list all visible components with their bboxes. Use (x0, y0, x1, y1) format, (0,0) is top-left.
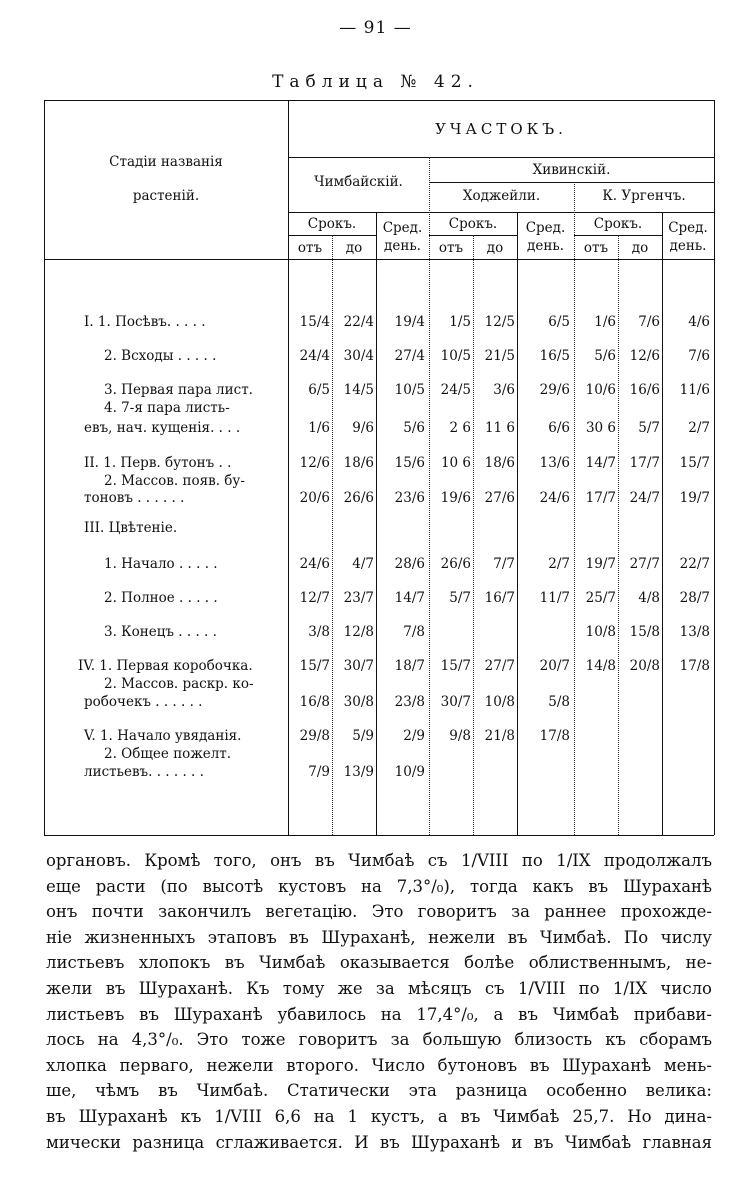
row-label: V. 1. Начало увяданія. (84, 728, 242, 744)
table-cell: 18/7 (394, 658, 425, 674)
table-cell: 22/7 (679, 556, 710, 572)
table-cell: 23/6 (394, 490, 425, 506)
row-label: 2. Общее пожелт. (104, 746, 232, 762)
table-cell: 14/5 (343, 382, 374, 398)
table-cell: 2/7 (548, 556, 570, 572)
table-cell: 5/6 (594, 348, 616, 364)
table-cell: 27/7 (629, 556, 660, 572)
table-cell: 21/5 (484, 348, 515, 364)
table-cell: 16/8 (299, 694, 330, 710)
urgench-header: К. Ургенчъ. (602, 188, 686, 204)
row-label: 4. 7-я пара листь- (104, 400, 230, 416)
table-cell: 30/7 (440, 694, 471, 710)
table-cell: 7/6 (688, 348, 710, 364)
table-cell: 17/7 (585, 490, 616, 506)
table-cell: 6/5 (548, 314, 570, 330)
table-bottom-rule (44, 835, 714, 836)
table-cell: 24/5 (440, 382, 471, 398)
body-line: органовъ. Кромѣ того, онъ въ Чимбаѣ съ 1/VIII по 1/IX продолжалъ (46, 851, 712, 870)
table-cell: 2/9 (403, 728, 425, 744)
table-cell: 7/7 (493, 556, 515, 572)
table-cell: 10/5 (394, 382, 425, 398)
table-cell: 6/5 (308, 382, 330, 398)
table-cell: 5/7 (638, 420, 660, 436)
table-cell: 6/6 (548, 420, 570, 436)
table-cell: 24/6 (299, 556, 330, 572)
table-cell: 14/7 (585, 455, 616, 471)
table-cell: 5/8 (548, 694, 570, 710)
body-line: мически разница сглаживается. И въ Шураханѣ и въ Чимбаѣ главная (46, 1132, 712, 1152)
row-label: 3. Конецъ . . . . . (104, 624, 217, 640)
stage-header-2: растеній. (132, 188, 200, 204)
table-top-rule (44, 100, 714, 101)
sred-header-2b: день. (527, 238, 564, 254)
table-cell: 20/8 (629, 658, 660, 674)
row-label: робочекъ . . . . . . (84, 694, 203, 710)
table-cell: 10 6 (440, 455, 471, 471)
sred-header-2a: Сред. (525, 220, 566, 236)
table-cell: 7/8 (403, 624, 425, 640)
table-cell: 2/7 (688, 420, 710, 436)
table-cell: 27/6 (484, 490, 515, 506)
table-cell: 20/7 (539, 658, 570, 674)
table-cell: 30/4 (343, 348, 374, 364)
table-cell: 1/5 (449, 314, 471, 330)
body-line: жели въ Шураханѣ. Къ тому же за мѣсяцъ съ 1/VIII по 1/IX число (46, 978, 712, 998)
table-cell: 9/8 (449, 728, 471, 744)
body-line: въ Шураханѣ къ 1/VIII 6,6 на 1 кустъ, а въ Чимбаѣ 25,7. Но дина- (46, 1106, 712, 1126)
table-cell: 19/7 (585, 556, 616, 572)
sred-header-1b: день. (384, 238, 421, 254)
table-cell: 5/7 (449, 590, 471, 606)
table-cell: 29/8 (299, 728, 330, 744)
table-cell: 2 6 (449, 420, 471, 436)
table-cell: 25/7 (585, 590, 616, 606)
srok-header-2: Срокъ. (448, 216, 498, 232)
body-line: хлопка перваго, нежели второго. Число бутоновъ въ Шураханѣ мень- (46, 1055, 712, 1075)
body-line: листьевъ въ Шураханѣ убавилось на 17,4°/₀, а въ Чимбаѣ прибави- (46, 1004, 712, 1024)
table-cell: 15/7 (679, 455, 710, 471)
page-number: — 91 — (339, 18, 412, 38)
row-label: 2. Массов. раскр. ко- (104, 676, 254, 692)
district-rule (288, 212, 714, 213)
table-cell: 19/6 (440, 490, 471, 506)
srok-header-3: Срокъ. (593, 216, 643, 232)
table-cell: 28/6 (394, 556, 425, 572)
table-cell: 15/4 (299, 314, 330, 330)
table-title: Таблица № 42. (272, 72, 479, 92)
body-line: онъ почти закончилъ вегетацію. Это говоритъ за раннее прохожде- (46, 902, 712, 922)
col-rule-7 (618, 235, 619, 835)
table-cell: 3/8 (308, 624, 330, 640)
table-cell: 3/6 (493, 382, 515, 398)
do-header-2: до (486, 240, 504, 256)
table-cell: 11/6 (679, 382, 710, 398)
table-cell: 4/6 (688, 314, 710, 330)
table-cell: 1/6 (594, 314, 616, 330)
row-label: 3. Первая пара лист. (104, 382, 253, 398)
body-line: лось на 4,3°/₀. Это тоже говоритъ за большую близость къ сборамъ (46, 1030, 712, 1050)
khiva-rule (429, 182, 714, 183)
row-label: 2. Массов. появ. бу- (104, 473, 245, 489)
table-cell: 19/7 (679, 490, 710, 506)
sred-header-3b: день. (669, 238, 707, 254)
table-cell: 23/7 (343, 590, 374, 606)
row-label: III. Цвѣтеніе. (84, 520, 178, 536)
table-cell: 10/9 (394, 764, 425, 780)
table-cell: 14/8 (585, 658, 616, 674)
sred-header-1a: Сред. (382, 220, 423, 236)
table-left-rule (44, 100, 45, 835)
body-line: ніе жизненныхъ этаповъ въ Шураханѣ, нежели въ Чимбаѣ. По числу (46, 927, 712, 947)
table-cell: 24/4 (299, 348, 330, 364)
khodzheili-header: Ходжейли. (462, 188, 541, 204)
table-cell: 26/6 (440, 556, 471, 572)
table-cell: 23/8 (394, 694, 425, 710)
row-label: 2. Полное . . . . . (104, 590, 218, 606)
col-rule-1 (332, 235, 333, 835)
body-paragraph (46, 848, 712, 1155)
table-cell: 19/4 (394, 314, 425, 330)
header-bottom-rule (44, 259, 714, 260)
table-cell: 18/6 (484, 455, 515, 471)
table-cell: 15/8 (629, 624, 660, 640)
table-cell: 22/4 (343, 314, 374, 330)
table-cell: 4/7 (352, 556, 374, 572)
row-label: 1. Начало . . . . . (104, 556, 218, 572)
table-cell: 10/5 (440, 348, 471, 364)
ot-header-1: отъ (297, 240, 323, 256)
table-cell: 13/9 (343, 764, 374, 780)
table-cell: 17/8 (679, 658, 710, 674)
row-label: евъ, нач. кущенія. . . . (84, 420, 241, 436)
table-cell: 13/6 (539, 455, 570, 471)
sred-header-3a: Сред. (668, 220, 708, 236)
ot-header-2: отъ (438, 240, 464, 256)
table-cell: 10/8 (484, 694, 515, 710)
body-line: ше, чѣмъ въ Чимбаѣ. Статически эта разница особенно велика: (46, 1081, 712, 1101)
table-cell: 1/6 (308, 420, 330, 436)
table-cell: 18/6 (343, 455, 374, 471)
row-label: листьевъ. . . . . . . (84, 764, 204, 780)
table-cell: 10/6 (585, 382, 616, 398)
table-cell: 11/7 (539, 590, 570, 606)
table-cell: 5/9 (352, 728, 374, 744)
table-cell: 12/7 (299, 590, 330, 606)
table-cell: 15/6 (394, 455, 425, 471)
col-rule-6 (574, 182, 575, 835)
table-cell: 17/8 (539, 728, 570, 744)
data-table (44, 100, 714, 835)
table-cell: 12/6 (299, 455, 330, 471)
table-cell: 14/7 (394, 590, 425, 606)
khiva-header: Хивинскій. (532, 162, 611, 178)
table-cell: 11 6 (484, 420, 515, 436)
col-rule-3 (429, 157, 430, 835)
table-cell: 30/7 (343, 658, 374, 674)
row-label: IV. 1. Первая коробочка. (78, 658, 253, 674)
table-cell: 12/5 (484, 314, 515, 330)
table-cell: 30 6 (585, 420, 616, 436)
col-rule-2 (376, 212, 377, 835)
table-cell: 9/6 (352, 420, 374, 436)
do-header-1: до (345, 240, 363, 256)
table-cell: 15/7 (440, 658, 471, 674)
table-cell: 21/8 (484, 728, 515, 744)
col-rule-5 (517, 212, 518, 835)
col-rule-4 (473, 235, 474, 835)
table-cell: 16/6 (629, 382, 660, 398)
ot-header-3: отъ (583, 240, 609, 256)
body-line: листьевъ хлопокъ въ Чимбаѣ оказывается болѣе облиственнымъ, не- (46, 953, 712, 973)
table-cell: 7/6 (638, 314, 660, 330)
row-label: 2. Всходы . . . . . (104, 348, 217, 364)
col-rule-8 (662, 212, 663, 835)
uchastok-header: УЧАСТОКЪ. (435, 120, 567, 138)
srok-header-1: Срокъ. (307, 216, 357, 232)
table-cell: 24/7 (629, 490, 660, 506)
do-header-3: до (631, 240, 649, 256)
stage-header-1: Стадіи названія (109, 154, 223, 170)
table-cell: 24/6 (539, 490, 570, 506)
table-cell: 12/6 (629, 348, 660, 364)
table-cell: 7/9 (308, 764, 330, 780)
table-cell: 13/8 (679, 624, 710, 640)
table-cell: 27/7 (484, 658, 515, 674)
table-cell: 15/7 (299, 658, 330, 674)
table-cell: 10/8 (585, 624, 616, 640)
table-right-rule (714, 100, 715, 835)
table-cell: 20/6 (299, 490, 330, 506)
table-cell: 5/6 (403, 420, 425, 436)
table-cell: 16/5 (539, 348, 570, 364)
table-cell: 29/6 (539, 382, 570, 398)
uchastok-rule (288, 157, 714, 158)
body-line: еще расти (по высотѣ кустовъ на 7,3°/₀), тогда какъ въ Шураханѣ (46, 876, 712, 896)
table-cell: 30/8 (343, 694, 374, 710)
label-col-rule (288, 100, 289, 835)
table-cell: 12/8 (343, 624, 374, 640)
row-label: I. 1. Посѣвъ. . . . . (84, 314, 206, 330)
chimbay-header: Чимбайскій. (314, 174, 403, 190)
table-cell: 28/7 (679, 590, 710, 606)
table-cell: 16/7 (484, 590, 515, 606)
table-cell: 4/8 (638, 590, 660, 606)
table-cell: 27/4 (394, 348, 425, 364)
table-cell: 17/7 (629, 455, 660, 471)
row-label: II. 1. Перв. бутонъ . . (84, 455, 232, 471)
row-label: тоновъ . . . . . . (84, 490, 185, 506)
table-cell: 26/6 (343, 490, 374, 506)
